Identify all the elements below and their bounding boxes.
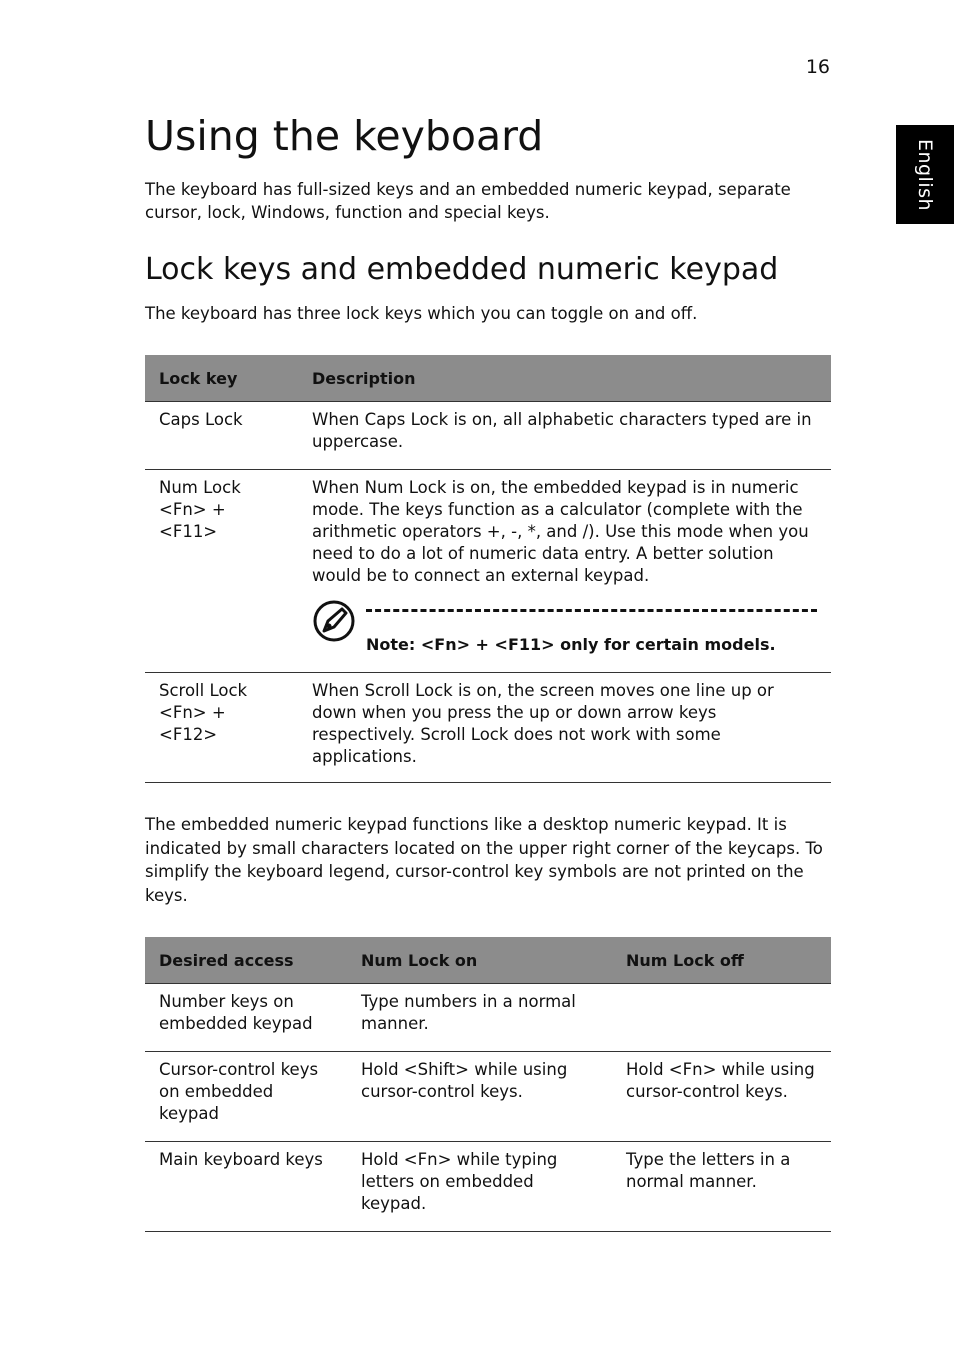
page-number: 16 — [805, 56, 830, 78]
page-title: Using the keyboard — [145, 112, 544, 160]
note-box — [272, 597, 817, 656]
keypad-intro: The embedded numeric keypad functions like a desktop numeric keypad. It is indicated by small characters located on the upper right corner of the keycaps. To simplify the keyboard legend, cursor-control key symbols are not printed on the keys. — [145, 815, 823, 905]
description-cell — [298, 470, 831, 673]
num-lock-off-cell: Hold <Fn> while using cursor-control keys. — [612, 1052, 831, 1142]
access-cell: Cursor-control keys on embedded keypad — [145, 1052, 347, 1142]
language-tab-label: English — [914, 138, 937, 211]
num-lock-on-cell: Type numbers in a normal manner. — [347, 984, 612, 1052]
table-row — [145, 402, 831, 470]
table-row — [145, 673, 831, 783]
table-row — [145, 1142, 831, 1232]
lock-key-name: Caps Lock — [159, 410, 243, 429]
column-header-num-lock-on: Num Lock on — [347, 937, 612, 984]
lock-keys-intro: The keyboard has three lock keys which you can toggle on and off. — [145, 304, 698, 323]
access-cell: Number keys on embedded keypad — [145, 984, 347, 1052]
intro-paragraph: The keyboard has full-sized keys and an embedded numeric keypad, separate cursor, lock, Windows, function and special keys. — [145, 180, 791, 222]
note-divider — [366, 609, 817, 612]
section-title: Lock keys and embedded numeric keypad — [145, 252, 779, 287]
lock-keys-table — [145, 355, 831, 783]
keypad-access-table — [145, 937, 831, 1232]
lock-key-name: Num Lock — [159, 478, 241, 497]
access-cell: Main keyboard keys — [145, 1142, 347, 1232]
table-header-row — [145, 355, 831, 402]
description-text: When Num Lock is on, the embedded keypad is in numeric mode. The keys function as a calculator (complete with the arithmetic operators +, -, *, and /). Use this mode when you need to do a lot of numeric data entry. A better solution would be to connect an external keypad. — [312, 478, 809, 585]
lock-key-name: Scroll Lock — [159, 681, 248, 700]
column-header-lock-key: Lock key — [145, 355, 298, 402]
column-header-description: Description — [298, 355, 831, 402]
lock-key-cell — [145, 402, 298, 470]
description-cell: When Caps Lock is on, all alphabetic characters typed are in uppercase. — [298, 402, 831, 470]
lock-key-combo: <Fn> + <F12> — [159, 703, 226, 744]
note-text: Note: <Fn> + <F11> only for certain models. — [366, 635, 776, 654]
description-cell: When Scroll Lock is on, the screen moves one line up or down when you press the up or down arrow keys respectively. Scroll Lock does not work with some applications. — [298, 673, 831, 783]
num-lock-off-cell — [612, 984, 831, 1052]
table-row — [145, 984, 831, 1052]
note-body — [366, 597, 817, 656]
column-header-desired-access: Desired access — [145, 937, 347, 984]
num-lock-on-cell: Hold <Shift> while using cursor-control keys. — [347, 1052, 612, 1142]
num-lock-on-cell: Hold <Fn> while typing letters on embedded keypad. — [347, 1142, 612, 1232]
lock-key-cell — [145, 673, 298, 783]
table-row — [145, 1052, 831, 1142]
note-pen-icon — [312, 599, 356, 643]
lock-key-combo: <Fn> + <F11> — [159, 500, 226, 541]
table-header-row — [145, 937, 831, 984]
table-row — [145, 470, 831, 673]
column-header-num-lock-off: Num Lock off — [612, 937, 831, 984]
num-lock-off-cell: Type the letters in a normal manner. — [612, 1142, 831, 1232]
language-tab — [896, 125, 954, 224]
